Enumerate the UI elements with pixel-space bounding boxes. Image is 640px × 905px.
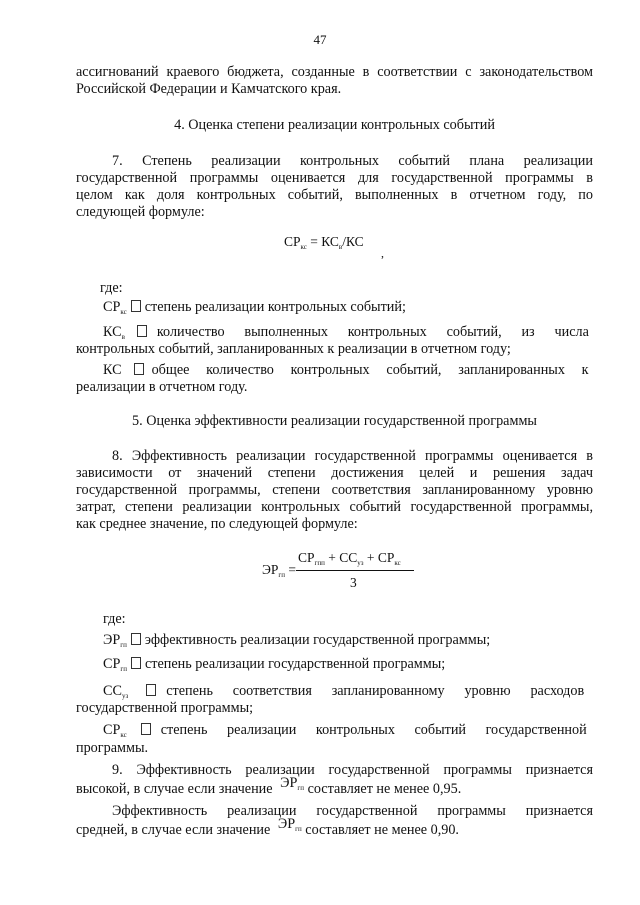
formula-kontrol bbox=[284, 234, 364, 251]
formula-subscript: уз bbox=[357, 559, 364, 567]
text-line: Эффективность реализации государственной программы признается bbox=[112, 803, 593, 819]
text-fragment: высокой, в случае если значение bbox=[76, 781, 273, 797]
definition-line bbox=[103, 632, 490, 654]
symbol: КС bbox=[103, 324, 122, 340]
symbol-subscript: в bbox=[121, 333, 125, 341]
definition-text: количество выполненных контрольных событий, из числа bbox=[156, 324, 589, 340]
text-line: 9. Эффективность реализации государственной программы признается bbox=[112, 762, 593, 778]
text-line: затрат, степени реализации контрольных событий государственной программы, bbox=[76, 499, 593, 515]
definition-text: степень соответствия запланированному уровню расходов bbox=[166, 683, 585, 699]
text-fragment: составляет не менее 0,90. bbox=[305, 822, 459, 838]
definition-line bbox=[103, 656, 445, 678]
text-line: зависимости от значений степени достижения целей и решения задач bbox=[76, 465, 593, 481]
text-line: государственной программы, степени соответствия запланированному уровню bbox=[76, 482, 593, 498]
text-line bbox=[76, 816, 459, 844]
formula-term: ЭР bbox=[262, 562, 279, 577]
definition-cont: государственной программы; bbox=[76, 700, 254, 716]
where-label: где: bbox=[100, 280, 123, 296]
symbol-subscript: кс bbox=[120, 731, 127, 739]
dash-placeholder-icon bbox=[146, 684, 156, 696]
where-label: где: bbox=[103, 611, 126, 627]
symbol bbox=[280, 775, 304, 791]
text-line: целом как доля контрольных событий, выполненных в отчетном году, по bbox=[76, 187, 593, 203]
fraction-bar bbox=[296, 570, 414, 571]
formula-subscript: гпп bbox=[314, 559, 325, 567]
text-line: как среднее значение, по следующей формуле: bbox=[76, 516, 358, 532]
symbol-text: ЭР bbox=[280, 775, 298, 791]
symbol-subscript: гп bbox=[120, 665, 127, 673]
formula-term: + СС bbox=[324, 550, 358, 565]
symbol: СР bbox=[103, 299, 121, 315]
formula-subscript: кс bbox=[300, 243, 307, 251]
text-line bbox=[76, 775, 462, 803]
symbol bbox=[278, 816, 302, 832]
dash-placeholder-icon bbox=[131, 300, 141, 312]
symbol: ЭР bbox=[103, 632, 121, 648]
formula-term: = bbox=[288, 562, 297, 577]
text-fragment: средней, в случае если значение bbox=[76, 822, 271, 838]
dash-placeholder-icon bbox=[134, 363, 144, 375]
symbol-subscript: уз bbox=[121, 692, 129, 700]
definition-text: общее количество контрольных событий, запланированных к bbox=[151, 362, 589, 378]
definition-text: степень реализации контрольных событий; bbox=[144, 299, 406, 315]
symbol-subscript: гп bbox=[120, 641, 127, 649]
definition-cont: реализации в отчетном году. bbox=[76, 379, 248, 395]
symbol-subscript: гп bbox=[295, 825, 302, 833]
symbol: КС bbox=[103, 362, 122, 378]
section-heading: 5. Оценка эффективности реализации государственной программы bbox=[132, 413, 537, 429]
formula-subscript: гп bbox=[278, 571, 286, 579]
formula-numerator bbox=[298, 550, 401, 567]
symbol: СР bbox=[103, 722, 121, 738]
text-line: Российской Федерации и Камчатского края. bbox=[76, 81, 342, 97]
dash-placeholder-icon bbox=[141, 723, 151, 735]
symbol-subscript: кс bbox=[120, 308, 127, 316]
symbol: СС bbox=[103, 683, 122, 699]
text-line: следующей формуле: bbox=[76, 204, 205, 220]
formula-comma: , bbox=[381, 246, 384, 260]
formula-term: СР bbox=[284, 234, 301, 249]
text-line: государственной программы оценивается для государственной программы в bbox=[76, 170, 593, 186]
definition-text: эффективность реализации государственной программы; bbox=[144, 632, 491, 648]
dash-placeholder-icon bbox=[137, 325, 147, 337]
definition-text: степень реализации государственной программы; bbox=[144, 656, 446, 672]
symbol-text: ЭР bbox=[277, 816, 296, 832]
definition-line bbox=[103, 722, 593, 744]
definition-cont: контрольных событий, запланированных к реализации в отчетном году; bbox=[76, 341, 511, 357]
text-line: 7. Степень реализации контрольных событий плана реализации bbox=[112, 153, 593, 169]
section-heading: 4. Оценка степени реализации контрольных событий bbox=[174, 117, 495, 133]
dash-placeholder-icon bbox=[131, 657, 141, 669]
formula-term: /КС bbox=[342, 234, 364, 249]
definition-line bbox=[103, 362, 593, 379]
formula-term: СР bbox=[298, 550, 315, 565]
definition-line bbox=[103, 299, 406, 321]
formula-subscript: кс bbox=[394, 559, 401, 567]
page-number: 47 bbox=[313, 32, 327, 47]
definition-cont: программы. bbox=[76, 740, 149, 756]
formula-term: + СР bbox=[363, 550, 395, 565]
dash-placeholder-icon bbox=[131, 633, 141, 645]
formula-denominator: 3 bbox=[350, 575, 357, 590]
text-fragment: составляет не менее 0,95. bbox=[307, 781, 462, 797]
formula-subscript: в bbox=[338, 243, 343, 251]
formula-term: = КС bbox=[306, 234, 339, 249]
symbol-subscript: гп bbox=[297, 784, 305, 792]
formula-efficiency-lhs bbox=[262, 562, 296, 579]
text-line: 8. Эффективность реализации государственной программы оценивается в bbox=[112, 448, 593, 464]
symbol: СР bbox=[103, 656, 121, 672]
text-line: ассигнований краевого бюджета, созданные в соответствии с законодательством bbox=[76, 64, 593, 80]
definition-text: степень реализации контрольных событий государственной bbox=[160, 722, 587, 738]
